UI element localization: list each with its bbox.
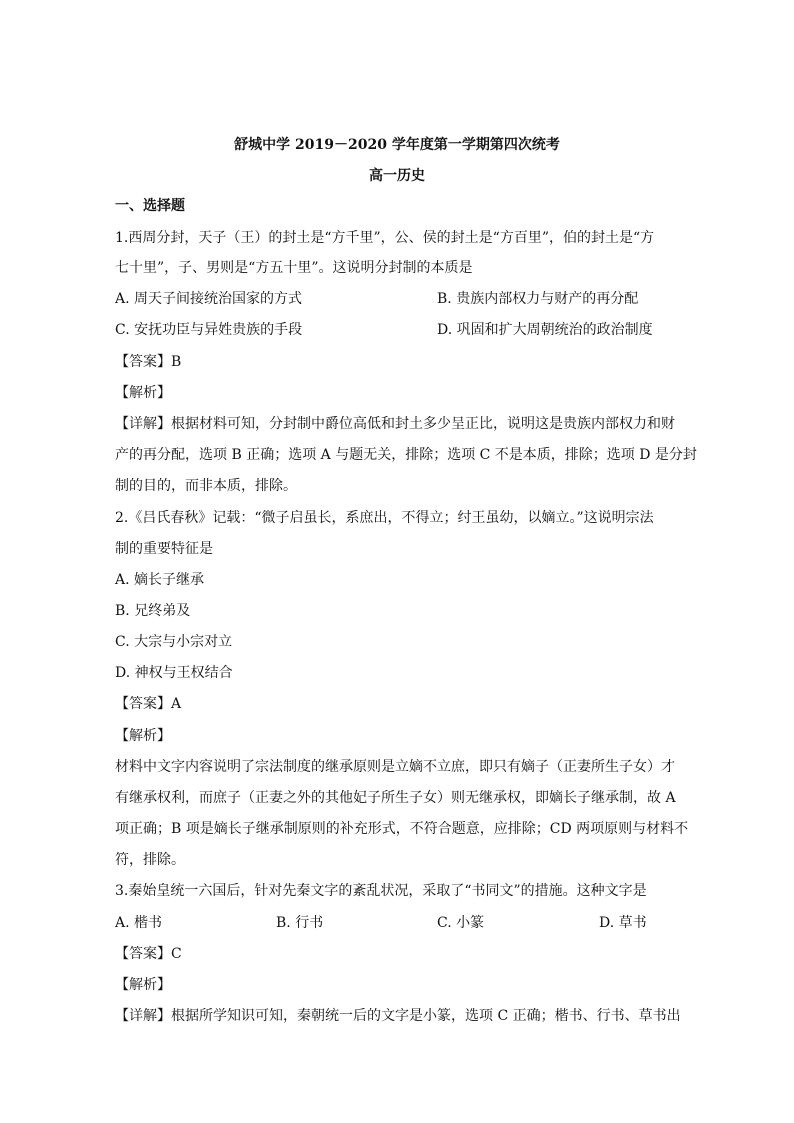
- question-2-analysis-line-4: 符，排除。: [115, 852, 185, 868]
- question-1-stem-line-1: 1.西周分封，天子（王）的封土是“方千里”，公、侯的封土是“方百里”，伯的封土是“方: [115, 230, 655, 246]
- question-2-option-a: A. 嫡长子继承: [115, 572, 205, 588]
- question-2-analysis-heading: 【解析】: [115, 728, 171, 744]
- question-2-option-b: B. 兄终弟及: [115, 603, 191, 619]
- question-3-option-c: C. 小篆: [437, 915, 485, 931]
- question-2-analysis-line-1: 材料中文字内容说明了宗法制度的继承原则是立嫡不立庶，即只有嫡子（正妻所生子女）才: [115, 759, 675, 775]
- question-3-option-b: B. 行书: [276, 915, 324, 931]
- question-2-stem-line-2: 制的重要特征是: [115, 541, 213, 557]
- question-3-answer: 【答案】C: [115, 946, 182, 962]
- question-1-option-c: C. 安抚功臣与异姓贵族的手段: [115, 322, 303, 338]
- question-2-stem-line-1: 2.《吕氏春秋》记载：“微子启虽长，系庶出，不得立；纣王虽幼，以嫡立。”这说明宗法: [115, 510, 654, 526]
- question-1-analysis-heading: 【解析】: [115, 385, 171, 401]
- section-heading: 一、选择题: [115, 198, 185, 214]
- question-1-answer: 【答案】B: [115, 354, 182, 370]
- question-1-analysis-line-3: 制的目的，而非本质，排除。: [115, 478, 297, 494]
- question-3-analysis-line-1: 【详解】根据所学知识可知，秦朝统一后的文字是小篆，选项 C 正确；楷书、行书、草书出: [115, 1008, 681, 1024]
- question-1-analysis-line-1: 【详解】根据材料可知，分封制中爵位高低和封土多少呈正比，说明这是贵族内部权力和财: [115, 416, 675, 432]
- question-3-analysis-heading: 【解析】: [115, 977, 171, 993]
- question-1-stem-line-2: 七十里”，子、男则是“方五十里”。这说明分封制的本质是: [115, 260, 473, 276]
- question-1-analysis-line-2: 产的再分配，选项 B 正确；选项 A 与题无关，排除；选项 C 不是本质，排除；选项 D 是分封: [115, 447, 697, 463]
- question-1-option-b: B. 贵族内部权力与财产的再分配: [437, 291, 639, 307]
- exam-title: 舒城中学 2019－2020 学年度第一学期第四次统考: [234, 137, 560, 153]
- question-3-option-d: D. 草书: [599, 915, 647, 931]
- question-3-stem-line-1: 3.秦始皇统一六国后，针对先秦文字的紊乱状况，采取了“书同文”的措施。这种文字是: [115, 883, 647, 899]
- question-1-option-d: D. 巩固和扩大周朝统治的政治制度: [437, 322, 653, 338]
- question-2-analysis-line-2: 有继承权利，而庶子（正妻之外的其他妃子所生子女）则无继承权，即嫡长子继承制，故 A: [115, 790, 676, 806]
- question-2-option-d: D. 神权与王权结合: [115, 665, 233, 681]
- question-3-option-a: A. 楷书: [115, 915, 163, 931]
- question-2-option-c: C. 大宗与小宗对立: [115, 634, 233, 650]
- question-2-analysis-line-3: 项正确；B 项是嫡长子继承制原则的补充形式，不符合题意，应排除；CD 两项原则与材料不: [115, 821, 689, 837]
- question-2-answer: 【答案】A: [115, 696, 182, 712]
- question-1-option-a: A. 周天子间接统治国家的方式: [115, 291, 303, 307]
- subject-title: 高一历史: [369, 168, 425, 184]
